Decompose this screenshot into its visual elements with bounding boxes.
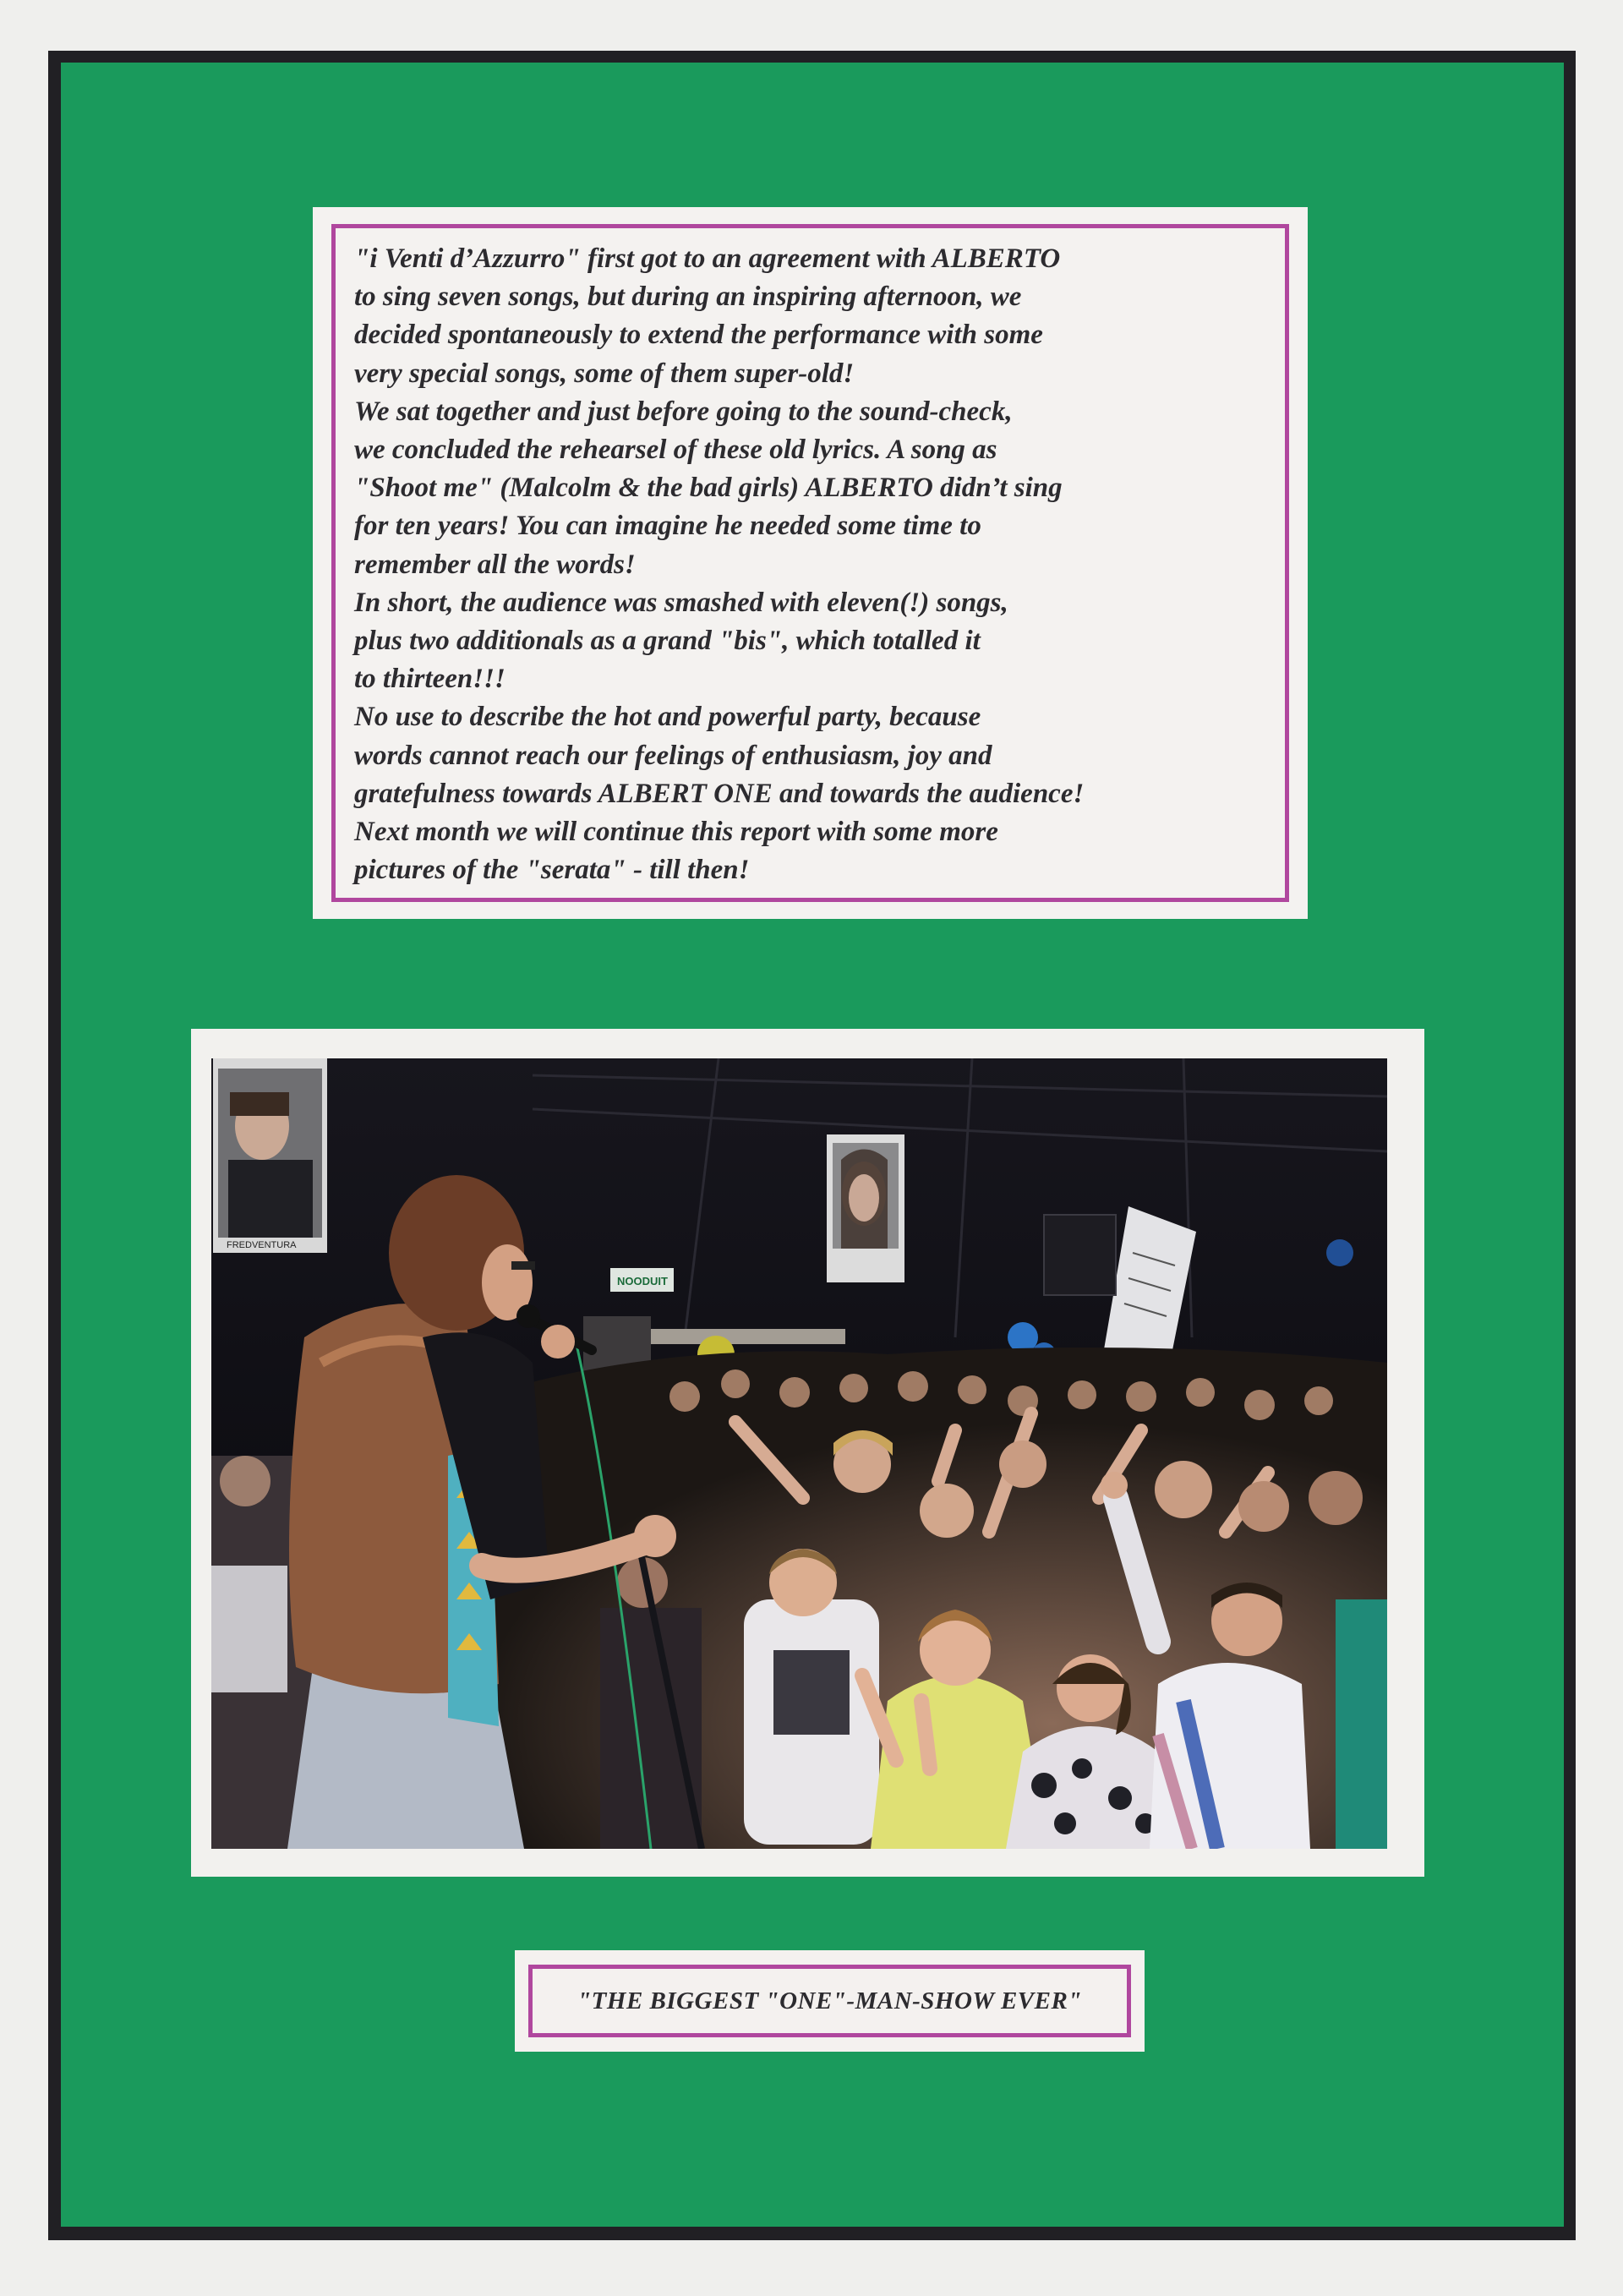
article-line: for ten years! You can imagine he needed some time to bbox=[354, 511, 981, 542]
balloon-blue bbox=[1326, 1239, 1353, 1266]
poster-center bbox=[827, 1134, 904, 1282]
caption-card bbox=[515, 1950, 1145, 2052]
article-line: we concluded the rehearsel of these old lyrics. A song as bbox=[354, 435, 997, 466]
photo-mount bbox=[191, 1029, 1424, 1877]
concert-photo bbox=[211, 1058, 1387, 1849]
article-line: plus two additionals as a grand "bis", which totalled it bbox=[354, 626, 981, 657]
article-line: "i Venti d’Azzurro" first got to an agreement with ALBERTO bbox=[354, 243, 1061, 274]
article-line: gratefulness towards ALBERT ONE and towards the audience! bbox=[354, 778, 1085, 809]
article-line: words cannot reach our feelings of enthusiasm, joy and bbox=[354, 740, 992, 771]
article-line: We sat together and just before going to the sound-check, bbox=[354, 396, 1013, 427]
article-line: to thirteen!!! bbox=[354, 664, 505, 695]
bar-counter bbox=[651, 1329, 845, 1344]
exit-sign-text: NOODUIT bbox=[617, 1275, 668, 1287]
article-line: "Shoot me" (Malcolm & the bad girls) ALBERTO didn’t sing bbox=[354, 473, 1063, 504]
article-line: to sing seven songs, but during an inspiring afternoon, we bbox=[354, 282, 1022, 313]
article-line: Next month we will continue this report with some more bbox=[354, 817, 998, 848]
article-line: No use to describe the hot and powerful party, because bbox=[354, 702, 981, 733]
poster-left bbox=[213, 1058, 327, 1253]
caption-border bbox=[528, 1965, 1131, 2037]
article-line: very special songs, some of them super-old! bbox=[354, 358, 855, 389]
article-border bbox=[331, 224, 1289, 902]
article-line: In short, the audience was smashed with eleven(!) songs, bbox=[354, 587, 1008, 618]
caption-text: "THE BIGGEST "ONE"-MAN-SHOW EVER" bbox=[577, 1987, 1082, 2014]
article-line: remember all the words! bbox=[354, 549, 636, 580]
speaker-box bbox=[1044, 1215, 1116, 1295]
poster-caption: FREDVENTURA bbox=[227, 1240, 297, 1250]
article-line: pictures of the "serata" - till then! bbox=[354, 855, 750, 886]
concert-scene bbox=[211, 1058, 1387, 1849]
article-card bbox=[313, 207, 1308, 919]
balloon-blue bbox=[1008, 1322, 1038, 1353]
article-line: decided spontaneously to extend the performance with some bbox=[354, 320, 1043, 351]
fan-teal-jacket bbox=[1336, 1599, 1387, 1849]
